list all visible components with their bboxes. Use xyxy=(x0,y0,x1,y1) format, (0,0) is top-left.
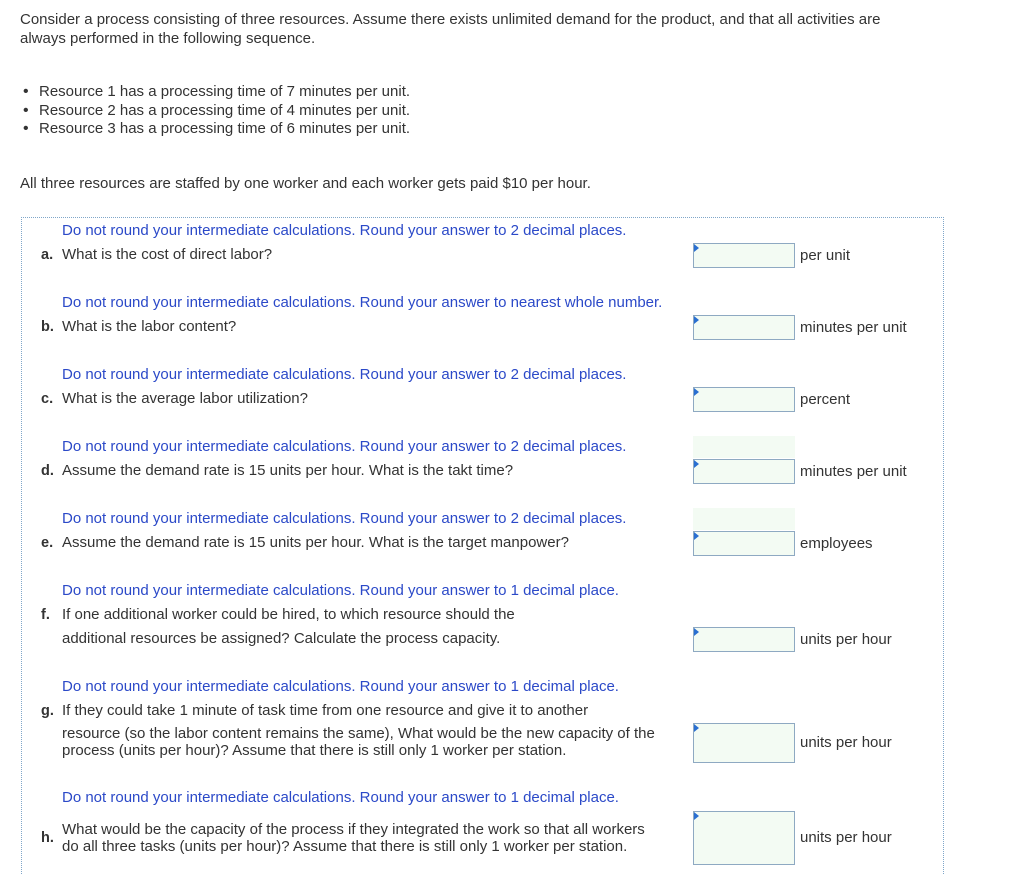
answer-e-field[interactable] xyxy=(693,531,795,556)
question-g-line-3: process (units per hour)? Assume that there is still only 1 worker per station. xyxy=(62,742,567,759)
answer-c-field[interactable] xyxy=(693,387,795,412)
hint-e-bg xyxy=(693,508,795,530)
flag-icon xyxy=(694,628,699,636)
answer-d-input[interactable] xyxy=(694,460,794,483)
unit-f: units per hour xyxy=(800,631,892,648)
question-b-text: What is the labor content? xyxy=(62,318,237,335)
resource-item: • Resource 3 has a processing time of 6 minutes per unit. xyxy=(22,120,410,139)
flag-icon xyxy=(694,812,699,820)
flag-icon xyxy=(694,316,699,324)
unit-d: minutes per unit xyxy=(800,463,907,480)
answer-h-field[interactable] xyxy=(693,811,795,865)
flag-icon xyxy=(694,388,699,396)
resource-item: • Resource 1 has a processing time of 7 minutes per unit. xyxy=(22,83,410,102)
flag-icon xyxy=(694,532,699,540)
label-f: f. xyxy=(41,607,50,623)
hint-f: Do not round your intermediate calculations. Round your answer to 1 decimal place. xyxy=(62,582,619,599)
unit-h: units per hour xyxy=(800,829,892,846)
answer-d-field[interactable] xyxy=(693,459,795,484)
hint-d-bg xyxy=(693,436,795,458)
resource-item: • Resource 2 has a processing time of 4 minutes per unit. xyxy=(22,102,410,121)
flag-icon xyxy=(694,460,699,468)
hint-e: Do not round your intermediate calculations. Round your answer to 2 decimal places. xyxy=(62,510,627,527)
unit-b: minutes per unit xyxy=(800,319,907,336)
question-c-text: What is the average labor utilization? xyxy=(62,390,308,407)
question-g-line-2: resource (so the labor content remains the same), What would be the new capacity of the xyxy=(62,725,655,742)
unit-c: percent xyxy=(800,391,851,408)
question-h-line-1: What would be the capacity of the process if they integrated the work so that all workers xyxy=(62,821,645,838)
label-g: g. xyxy=(41,703,54,719)
answer-f-field[interactable] xyxy=(693,627,795,652)
flag-icon xyxy=(694,244,699,252)
problem-intro xyxy=(20,10,1000,48)
hint-b: Do not round your intermediate calculations. Round your answer to nearest whole number. xyxy=(62,294,663,311)
intro-line-1: Consider a process consisting of three resources. Assume there exists unlimited demand for the product, and that all activities are xyxy=(20,11,881,28)
label-a: a. xyxy=(41,247,54,263)
label-d: d. xyxy=(41,463,54,479)
answer-a-input[interactable] xyxy=(694,244,794,267)
unit-e: employees xyxy=(800,535,873,552)
question-f-line-2: additional resources be assigned? Calculate the process capacity. xyxy=(62,630,501,647)
answer-b-input[interactable] xyxy=(694,316,794,339)
label-c: c. xyxy=(41,391,54,407)
staffing-statement: All three resources are staffed by one worker and each worker gets paid $10 per hour. xyxy=(20,175,591,192)
flag-icon xyxy=(694,724,699,732)
resource-list xyxy=(22,83,410,139)
label-e: e. xyxy=(41,535,54,551)
unit-a: per unit xyxy=(800,247,851,264)
hint-h: Do not round your intermediate calculations. Round your answer to 1 decimal place. xyxy=(62,789,619,806)
question-d-text: Assume the demand rate is 15 units per hour. What is the takt time? xyxy=(62,462,514,479)
answer-a-field[interactable] xyxy=(693,243,795,268)
hint-g: Do not round your intermediate calculations. Round your answer to 1 decimal place. xyxy=(62,678,619,695)
answer-h-input[interactable] xyxy=(694,812,794,864)
label-h: h. xyxy=(41,830,54,846)
label-b: b. xyxy=(41,319,54,335)
question-e-text: Assume the demand rate is 15 units per hour. What is the target manpower? xyxy=(62,534,569,551)
question-g-line-1: If they could take 1 minute of task time from one resource and give it to another xyxy=(62,702,589,719)
answer-b-field[interactable] xyxy=(693,315,795,340)
question-h-line-2: do all three tasks (units per hour)? Assume that there is still only 1 worker per station. xyxy=(62,838,628,855)
hint-d: Do not round your intermediate calculations. Round your answer to 2 decimal places. xyxy=(62,438,627,455)
unit-g: units per hour xyxy=(800,734,892,751)
question-a-text: What is the cost of direct labor? xyxy=(62,246,273,263)
intro-line-2: always performed in the following sequence. xyxy=(20,30,316,47)
answer-g-input[interactable] xyxy=(694,724,794,762)
answer-g-field[interactable] xyxy=(693,723,795,763)
answer-c-input[interactable] xyxy=(694,388,794,411)
answer-e-input[interactable] xyxy=(694,532,794,555)
question-f-line-1: If one additional worker could be hired, to which resource should the xyxy=(62,606,515,623)
hint-a: Do not round your intermediate calculations. Round your answer to 2 decimal places. xyxy=(62,222,627,239)
hint-c: Do not round your intermediate calculations. Round your answer to 2 decimal places. xyxy=(62,366,627,383)
answer-f-input[interactable] xyxy=(694,628,794,651)
